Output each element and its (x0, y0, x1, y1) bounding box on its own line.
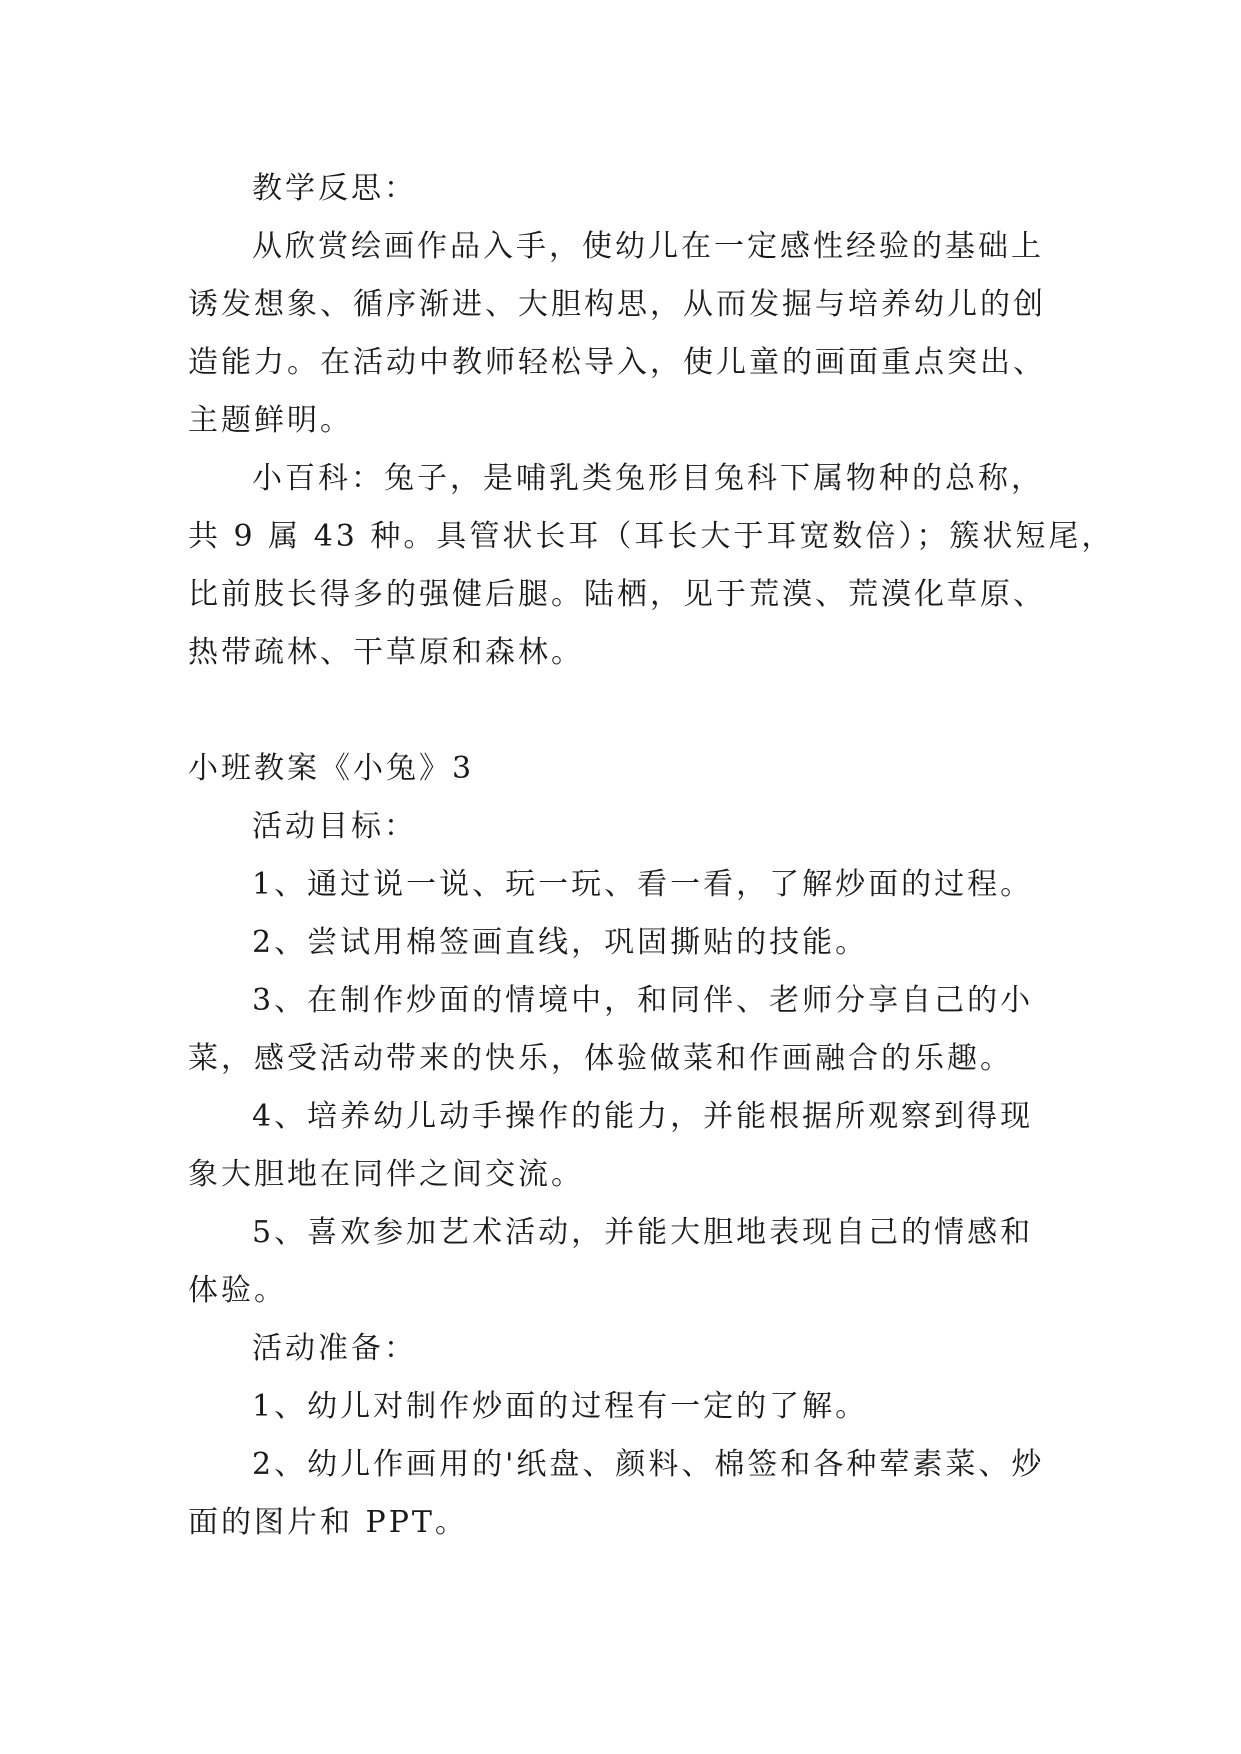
document-page (188, 160, 1115, 1552)
reflection-paragraph (188, 218, 1068, 450)
paragraph-line: 体验。 (188, 1273, 287, 1308)
paragraph-line: 3、在制作炒面的情境中，和同伴、老师分享自己的小 (252, 983, 1034, 1018)
goal-item-3 (188, 972, 1068, 1088)
paragraph-line: 诱发想象、循序渐进、大胆构思，从而发掘与培养幼儿的创 (188, 287, 1046, 322)
paragraph-line: 菜，感受活动带来的快乐，体验做菜和作画融合的乐趣。 (188, 1041, 1013, 1076)
paragraph-line: 2、幼儿作画用的'纸盘、颜料、棉签和各种荤素菜、炒 (252, 1447, 1045, 1482)
encyclopedia-paragraph (188, 450, 1115, 682)
prep-item-2 (188, 1436, 1068, 1552)
paragraph-line: 共 9 属 43 种。具管状长耳（耳长大于耳宽数倍）；簇状短尾， (188, 519, 1115, 554)
paragraph-line: 从欣赏绘画作品入手，使幼儿在一定感性经验的基础上 (252, 229, 1044, 264)
reflection-heading: 教学反思： (252, 171, 417, 206)
paragraph-line: 2、尝试用棉签画直线，巩固撕贴的技能。 (252, 925, 869, 960)
paragraph-line: 热带疏林、干草原和森林。 (188, 635, 584, 670)
goals-heading: 活动目标： (252, 809, 417, 844)
paragraph-line: 比前肢长得多的强健后腿。陆栖，见于荒漠、荒漠化草原、 (188, 577, 1046, 612)
paragraph-line: 4、培养幼儿动手操作的能力，并能根据所观察到得现 (252, 1099, 1034, 1134)
paragraph-line: 小百科：兔子，是哺乳类兔形目兔科下属物种的总称， (252, 461, 1044, 496)
paragraph-line: 5、喜欢参加艺术活动，并能大胆地表现自己的情感和 (252, 1215, 1034, 1250)
goal-item-4 (188, 1088, 1068, 1204)
paragraph-line: 面的图片和 PPT。 (188, 1505, 468, 1540)
prep-item-1 (188, 1378, 1068, 1436)
paragraph-line: 造能力。在活动中教师轻松导入，使儿童的画面重点突出、 (188, 345, 1046, 380)
paragraph-line: 主题鲜明。 (188, 403, 353, 438)
goal-item-1 (188, 856, 1068, 914)
goal-item-2 (188, 914, 1068, 972)
prep-heading: 活动准备： (252, 1331, 417, 1366)
goal-item-5 (188, 1204, 1068, 1320)
paragraph-line: 象大胆地在同伴之间交流。 (188, 1157, 584, 1192)
paragraph-line: 1、幼儿对制作炒面的过程有一定的了解。 (252, 1389, 869, 1424)
lesson-title: 小班教案《小兔》3 (188, 751, 475, 786)
paragraph-line: 1、通过说一说、玩一玩、看一看，了解炒面的过程。 (252, 867, 1034, 902)
